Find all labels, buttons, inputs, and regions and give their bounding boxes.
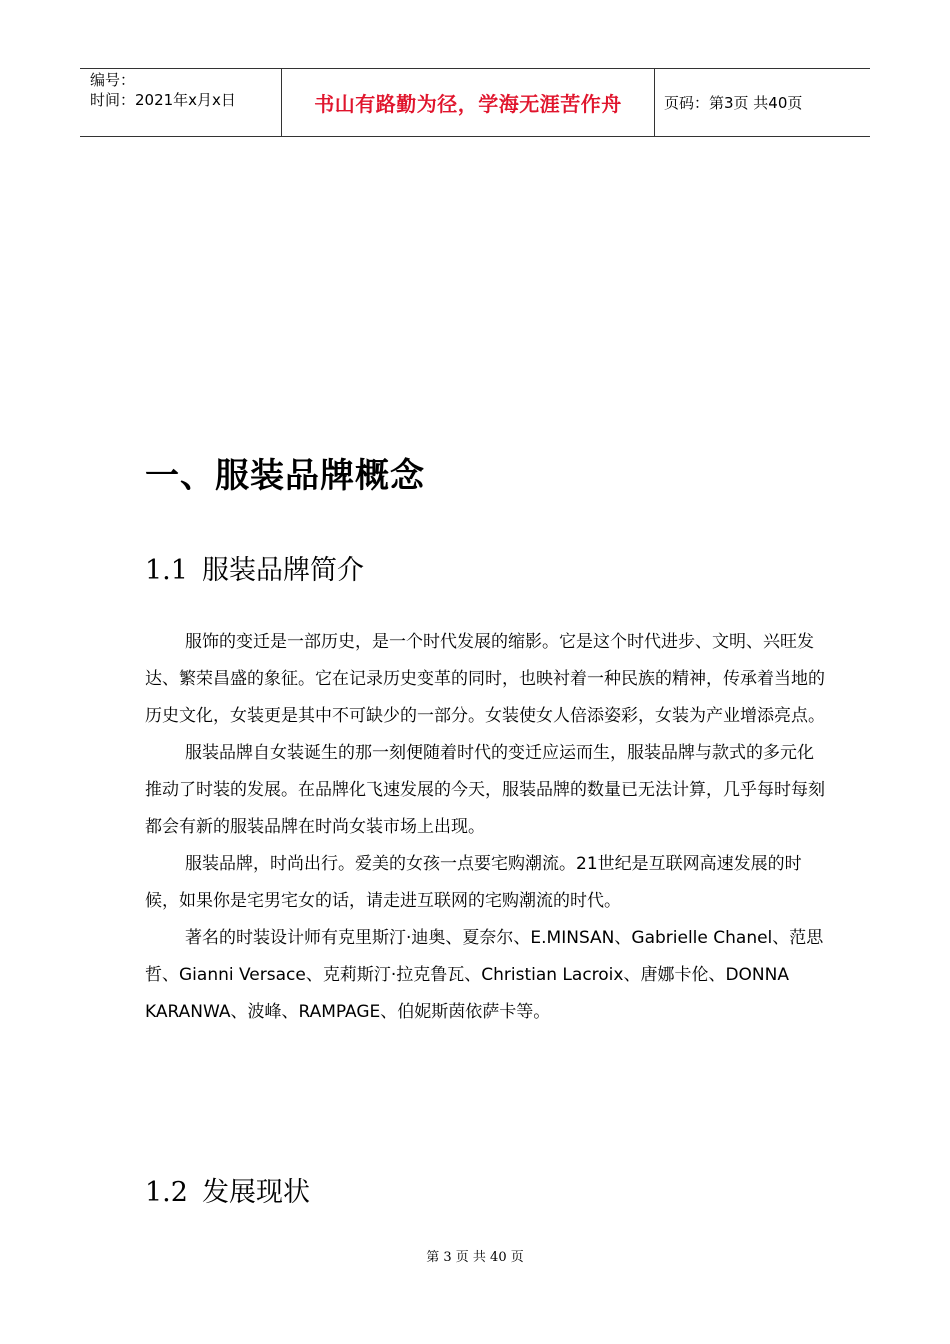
section-heading-1-1 <box>145 548 364 587</box>
document-time-label: 时间：2021年x月x日 <box>90 91 236 109</box>
section-title: 发展现状 <box>201 1177 310 1208</box>
header-divider-right <box>654 68 655 136</box>
paragraph: 著名的时装设计师有克里斯汀·迪奥、夏奈尔、E.MINSAN、Gabrielle Chanel、范思哲、Gianni Versace、克莉斯汀·拉克鲁瓦、Christian Lacroix、唐娜卡伦、DONNA KARANWA、波峰、RAMPAGE、伯妮斯茵依萨卡等。 <box>145 928 824 1022</box>
document-number-label: 编号： <box>90 71 136 89</box>
section-title: 服装品牌简介 <box>201 555 364 586</box>
header-page-info: 页码：第3页 共40页 <box>664 93 803 112</box>
header-bottom-rule <box>80 136 870 137</box>
chapter-heading: 一、服装品牌概念 <box>145 456 425 496</box>
paragraph: 服装品牌自女装诞生的那一刻便随着时代的变迁应运而生，服装品牌与款式的多元化推动了时装的发展。在品牌化飞速发展的今天，服装品牌的数量已无法计算，几乎每时每刻都会有新的服装品牌在时尚女装市场上出现。 <box>145 743 825 837</box>
section-number: 1.1 <box>145 555 188 586</box>
page-footer: 第 3 页 共 40 页 <box>426 1250 524 1265</box>
header-motto: 书山有路勤为径，学海无涯苦作舟 <box>314 91 622 116</box>
header-meta <box>90 70 280 110</box>
paragraph: 服装品牌，时尚出行。爱美的女孩一点要宅购潮流。21世纪是互联网高速发展的时候，如果你是宅男宅女的话，请走进互联网的宅购潮流的时代。 <box>145 854 802 911</box>
section-number: 1.2 <box>145 1177 188 1208</box>
section-heading-1-2 <box>145 1170 310 1209</box>
paragraph: 服饰的变迁是一部历史，是一个时代发展的缩影。它是这个时代进步、文明、兴旺发达、繁荣昌盛的象征。它在记录历史变革的同时，也映衬着一种民族的精神，传承着当地的历史文化，女装更是其中不可缺少的一部分。女装使女人倍添姿彩，女装为产业增添亮点。 <box>145 632 825 726</box>
section-body <box>145 624 825 1031</box>
